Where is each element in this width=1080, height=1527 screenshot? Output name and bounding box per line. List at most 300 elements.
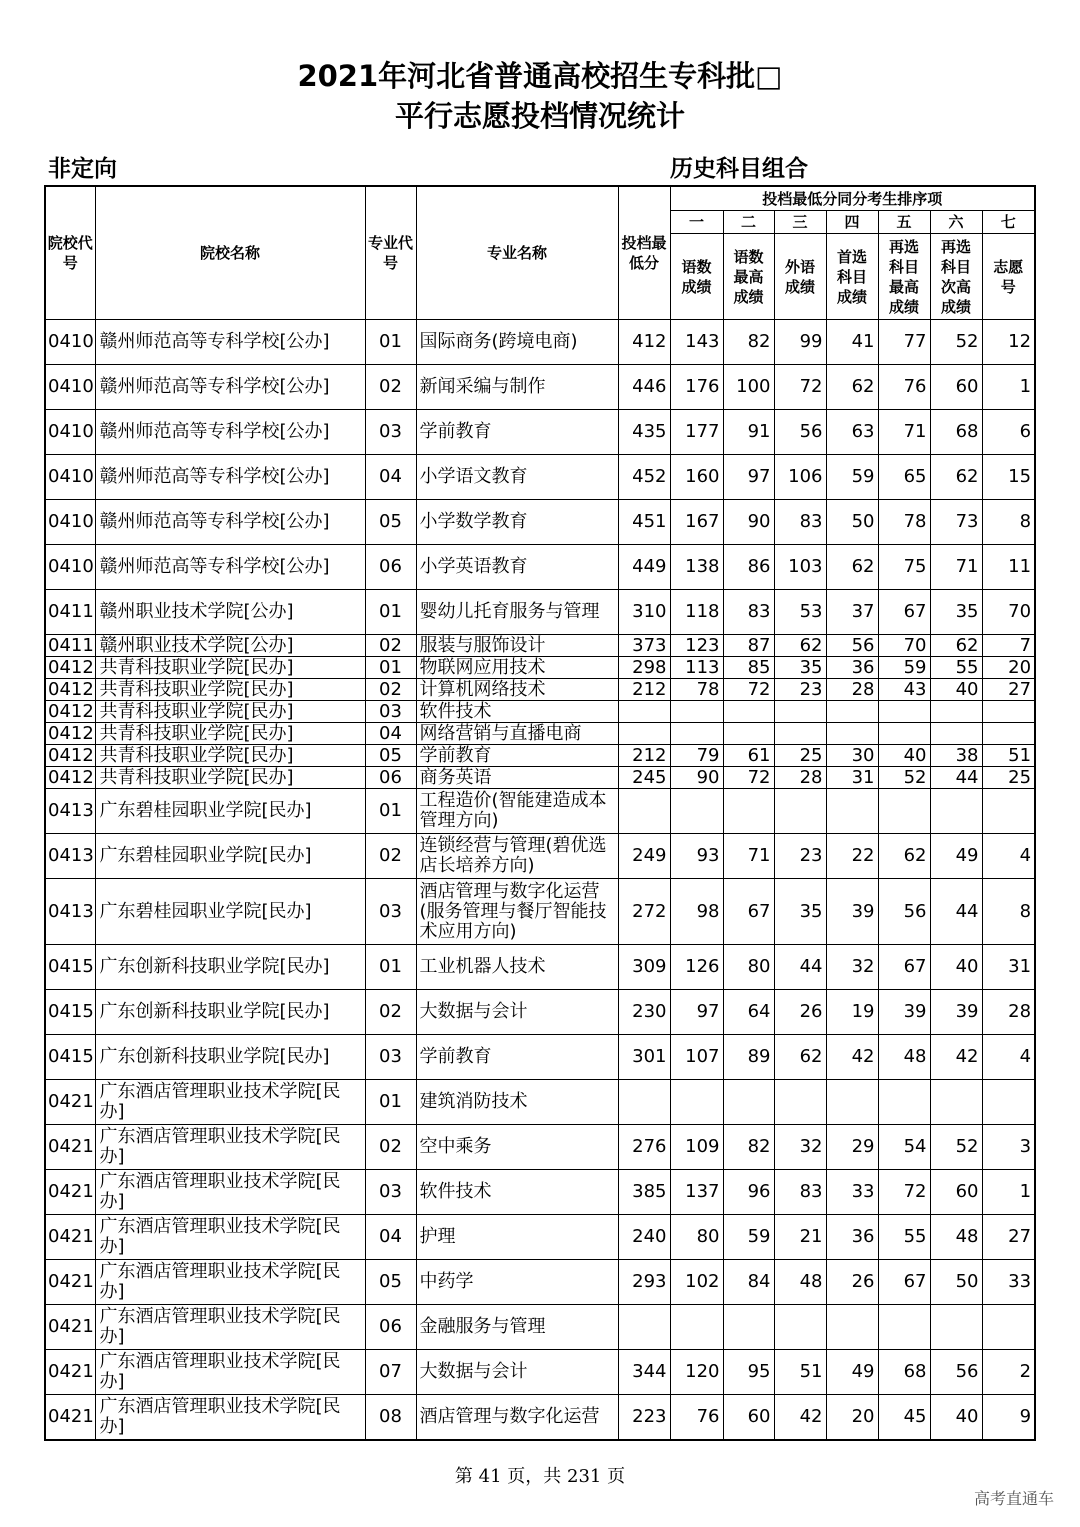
rank-number-3: 三: [774, 211, 826, 234]
rank-label-7: 志愿号: [982, 234, 1035, 320]
cell-school-name: 广东酒店管理职业技术学院[民办]: [95, 1350, 365, 1395]
cell-score-4: [826, 1080, 878, 1125]
cell-score-5: 65: [878, 455, 930, 500]
cell-score-4: 37: [826, 590, 878, 635]
table-row: [45, 701, 1035, 723]
cell-major-code: 06: [365, 545, 416, 590]
cell-score-1: [670, 789, 723, 834]
cell-score-1: 120: [670, 1350, 723, 1395]
cell-min-score: [618, 723, 670, 745]
cell-major-name: 婴幼儿托育服务与管理: [416, 590, 618, 635]
cell-score-5: 43: [878, 679, 930, 701]
cell-score-3: 35: [774, 657, 826, 679]
cell-score-7: [982, 1080, 1035, 1125]
cell-score-7: 25: [982, 767, 1035, 789]
cell-score-3: [774, 1305, 826, 1350]
cell-score-3: 99: [774, 320, 826, 365]
cell-major-name: 工业机器人技术: [416, 945, 618, 990]
table-row: [45, 320, 1035, 365]
cell-score-2: 72: [723, 679, 774, 701]
cell-score-3: 42: [774, 1395, 826, 1441]
cell-score-4: 20: [826, 1395, 878, 1441]
cell-score-5: 67: [878, 1260, 930, 1305]
cell-score-1: 177: [670, 410, 723, 455]
cell-score-1: 102: [670, 1260, 723, 1305]
cell-school-code: 0411: [45, 590, 95, 635]
cell-major-name: 大数据与会计: [416, 1350, 618, 1395]
cell-major-name: 学前教育: [416, 410, 618, 455]
cell-score-5: 56: [878, 879, 930, 945]
cell-score-4: 36: [826, 657, 878, 679]
category-label: 非定向: [48, 156, 117, 182]
cell-score-5: 75: [878, 545, 930, 590]
cell-school-name: 广东酒店管理职业技术学院[民办]: [95, 1395, 365, 1441]
cell-score-5: 68: [878, 1350, 930, 1395]
cell-score-1: 138: [670, 545, 723, 590]
cell-score-4: 22: [826, 834, 878, 879]
cell-school-name: 广东酒店管理职业技术学院[民办]: [95, 1260, 365, 1305]
cell-min-score: 245: [618, 767, 670, 789]
cell-score-6: 40: [930, 945, 982, 990]
cell-score-2: [723, 1305, 774, 1350]
cell-score-4: [826, 701, 878, 723]
cell-school-name: 广东创新科技职业学院[民办]: [95, 945, 365, 990]
cell-school-name: 赣州师范高等专科学校[公办]: [95, 455, 365, 500]
cell-min-score: 298: [618, 657, 670, 679]
cell-score-7: 6: [982, 410, 1035, 455]
cell-score-7: 70: [982, 590, 1035, 635]
table-row: [45, 410, 1035, 455]
cell-score-5: 59: [878, 657, 930, 679]
cell-major-name: 空中乘务: [416, 1125, 618, 1170]
cell-score-1: 97: [670, 990, 723, 1035]
cell-score-4: 28: [826, 679, 878, 701]
cell-school-name: 广东酒店管理职业技术学院[民办]: [95, 1215, 365, 1260]
cell-major-code: 02: [365, 1125, 416, 1170]
cell-score-1: 143: [670, 320, 723, 365]
cell-score-7: [982, 1305, 1035, 1350]
cell-score-5: 67: [878, 590, 930, 635]
cell-score-6: [930, 723, 982, 745]
cell-score-5: 76: [878, 365, 930, 410]
cell-score-2: [723, 723, 774, 745]
cell-score-1: 167: [670, 500, 723, 545]
table-row: [45, 590, 1035, 635]
cell-score-6: 44: [930, 767, 982, 789]
cell-major-code: 05: [365, 500, 416, 545]
cell-score-1: 93: [670, 834, 723, 879]
cell-score-2: 90: [723, 500, 774, 545]
cell-score-4: [826, 789, 878, 834]
cell-score-7: [982, 701, 1035, 723]
cell-score-4: 39: [826, 879, 878, 945]
cell-score-3: [774, 1080, 826, 1125]
cell-score-7: 27: [982, 1215, 1035, 1260]
cell-school-name: 赣州师范高等专科学校[公办]: [95, 320, 365, 365]
table-row: [45, 679, 1035, 701]
cell-major-code: 05: [365, 745, 416, 767]
cell-score-6: 60: [930, 365, 982, 410]
cell-score-1: 80: [670, 1215, 723, 1260]
cell-score-3: 48: [774, 1260, 826, 1305]
cell-score-5: 62: [878, 834, 930, 879]
cell-school-code: 0412: [45, 657, 95, 679]
cell-major-name: 建筑消防技术: [416, 1080, 618, 1125]
table-body: [45, 320, 1035, 1441]
cell-score-5: [878, 701, 930, 723]
table-row: [45, 789, 1035, 834]
cell-score-1: 137: [670, 1170, 723, 1215]
cell-major-code: 01: [365, 320, 416, 365]
cell-score-2: 91: [723, 410, 774, 455]
cell-score-1: [670, 1080, 723, 1125]
cell-score-7: 20: [982, 657, 1035, 679]
table-row: [45, 1125, 1035, 1170]
table-row: [45, 723, 1035, 745]
cell-school-name: 赣州师范高等专科学校[公办]: [95, 365, 365, 410]
cell-score-7: 8: [982, 500, 1035, 545]
table-row: [45, 1260, 1035, 1305]
cell-score-2: 97: [723, 455, 774, 500]
cell-score-4: 33: [826, 1170, 878, 1215]
cell-school-code: 0421: [45, 1395, 95, 1441]
cell-score-6: 68: [930, 410, 982, 455]
subject-group-label: 历史科目组合: [670, 156, 808, 182]
cell-score-6: 56: [930, 1350, 982, 1395]
cell-score-1: 123: [670, 635, 723, 657]
table-row: [45, 1035, 1035, 1080]
cell-score-4: 49: [826, 1350, 878, 1395]
cell-score-2: [723, 789, 774, 834]
cell-score-5: [878, 1080, 930, 1125]
cell-school-name: 广东碧桂园职业学院[民办]: [95, 789, 365, 834]
cell-score-2: 89: [723, 1035, 774, 1080]
cell-school-code: 0413: [45, 879, 95, 945]
cell-score-2: 83: [723, 590, 774, 635]
cell-score-4: [826, 723, 878, 745]
cell-score-3: 21: [774, 1215, 826, 1260]
cell-score-7: 27: [982, 679, 1035, 701]
cell-school-name: 共青科技职业学院[民办]: [95, 723, 365, 745]
cell-score-2: 71: [723, 834, 774, 879]
cell-min-score: [618, 1080, 670, 1125]
cell-score-5: 71: [878, 410, 930, 455]
cell-score-1: 78: [670, 679, 723, 701]
cell-major-code: 01: [365, 590, 416, 635]
table-row: [45, 945, 1035, 990]
cell-major-code: 06: [365, 1305, 416, 1350]
cell-score-2: 85: [723, 657, 774, 679]
cell-score-7: 1: [982, 365, 1035, 410]
table-row: [45, 365, 1035, 410]
rank-label-1: 语数成绩: [670, 234, 723, 320]
cell-min-score: [618, 701, 670, 723]
table-row: [45, 1395, 1035, 1441]
cell-score-3: 25: [774, 745, 826, 767]
header-min-score: 投档最低分: [618, 186, 670, 320]
cell-score-6: 62: [930, 635, 982, 657]
cell-score-6: 49: [930, 834, 982, 879]
cell-school-code: 0412: [45, 767, 95, 789]
header-school-code: 院校代号: [45, 186, 95, 320]
cell-major-code: 06: [365, 767, 416, 789]
cell-score-5: 72: [878, 1170, 930, 1215]
cell-school-code: 0415: [45, 990, 95, 1035]
cell-major-code: 02: [365, 834, 416, 879]
cell-major-code: 03: [365, 1170, 416, 1215]
cell-score-6: [930, 1080, 982, 1125]
cell-min-score: 272: [618, 879, 670, 945]
table-row: [45, 1305, 1035, 1350]
cell-school-code: 0413: [45, 789, 95, 834]
cell-score-4: 19: [826, 990, 878, 1035]
page-title-line1: 2021年河北省普通高校招生专科批□: [297, 59, 783, 93]
cell-score-6: 40: [930, 1395, 982, 1441]
cell-min-score: 223: [618, 1395, 670, 1441]
cell-score-7: 1: [982, 1170, 1035, 1215]
cell-score-7: 33: [982, 1260, 1035, 1305]
cell-school-code: 0410: [45, 320, 95, 365]
cell-min-score: 452: [618, 455, 670, 500]
cell-major-name: 连锁经营与管理(碧优选店长培养方向): [416, 834, 618, 879]
table-row: [45, 545, 1035, 590]
cell-score-2: 82: [723, 320, 774, 365]
cell-score-1: 90: [670, 767, 723, 789]
cell-score-7: [982, 723, 1035, 745]
cell-score-7: [982, 789, 1035, 834]
cell-min-score: 344: [618, 1350, 670, 1395]
cell-major-name: 服装与服饰设计: [416, 635, 618, 657]
cell-major-name: 计算机网络技术: [416, 679, 618, 701]
cell-score-4: 50: [826, 500, 878, 545]
cell-score-5: 67: [878, 945, 930, 990]
cell-score-1: 79: [670, 745, 723, 767]
cell-school-code: 0421: [45, 1125, 95, 1170]
cell-school-name: 广东碧桂园职业学院[民办]: [95, 879, 365, 945]
cell-school-name: 广东创新科技职业学院[民办]: [95, 1035, 365, 1080]
cell-score-6: 48: [930, 1215, 982, 1260]
cell-major-code: 01: [365, 657, 416, 679]
cell-min-score: 293: [618, 1260, 670, 1305]
rank-label-4: 首选科目成绩: [826, 234, 878, 320]
cell-score-3: 62: [774, 1035, 826, 1080]
cell-score-1: 76: [670, 1395, 723, 1441]
table-row: [45, 455, 1035, 500]
cell-school-name: 广东碧桂园职业学院[民办]: [95, 834, 365, 879]
cell-score-6: [930, 789, 982, 834]
cell-score-3: 26: [774, 990, 826, 1035]
cell-major-code: 03: [365, 1035, 416, 1080]
cell-score-6: 62: [930, 455, 982, 500]
cell-score-3: 23: [774, 679, 826, 701]
cell-major-name: 护理: [416, 1215, 618, 1260]
cell-school-code: 0415: [45, 1035, 95, 1080]
cell-score-7: 28: [982, 990, 1035, 1035]
cell-school-name: 赣州师范高等专科学校[公办]: [95, 410, 365, 455]
rank-number-5: 五: [878, 211, 930, 234]
cell-score-1: 109: [670, 1125, 723, 1170]
cell-score-2: 64: [723, 990, 774, 1035]
cell-score-7: 8: [982, 879, 1035, 945]
cell-min-score: 310: [618, 590, 670, 635]
cell-score-5: 54: [878, 1125, 930, 1170]
cell-score-3: 44: [774, 945, 826, 990]
cell-score-2: [723, 1080, 774, 1125]
table-row: [45, 635, 1035, 657]
cell-school-name: 广东酒店管理职业技术学院[民办]: [95, 1305, 365, 1350]
cell-score-1: 160: [670, 455, 723, 500]
cell-score-5: 52: [878, 767, 930, 789]
cell-score-6: 55: [930, 657, 982, 679]
cell-school-name: 广东酒店管理职业技术学院[民办]: [95, 1170, 365, 1215]
cell-major-name: 网络营销与直播电商: [416, 723, 618, 745]
cell-score-4: 31: [826, 767, 878, 789]
table-row: [45, 1350, 1035, 1395]
cell-score-7: 4: [982, 1035, 1035, 1080]
cell-school-code: 0421: [45, 1215, 95, 1260]
cell-min-score: 449: [618, 545, 670, 590]
cell-score-2: 60: [723, 1395, 774, 1441]
cell-school-name: 广东创新科技职业学院[民办]: [95, 990, 365, 1035]
rank-number-4: 四: [826, 211, 878, 234]
cell-score-3: 56: [774, 410, 826, 455]
cell-school-name: 共青科技职业学院[民办]: [95, 657, 365, 679]
cell-score-2: 67: [723, 879, 774, 945]
cell-major-name: 新闻采编与制作: [416, 365, 618, 410]
cell-min-score: 385: [618, 1170, 670, 1215]
cell-score-3: 83: [774, 500, 826, 545]
cell-score-3: 103: [774, 545, 826, 590]
cell-school-name: 共青科技职业学院[民办]: [95, 679, 365, 701]
cell-min-score: 412: [618, 320, 670, 365]
cell-min-score: 301: [618, 1035, 670, 1080]
cell-school-code: 0410: [45, 500, 95, 545]
cell-school-code: 0412: [45, 745, 95, 767]
cell-score-1: 126: [670, 945, 723, 990]
cell-score-4: 59: [826, 455, 878, 500]
cell-major-name: 商务英语: [416, 767, 618, 789]
cell-major-code: 04: [365, 1215, 416, 1260]
cell-school-code: 0410: [45, 365, 95, 410]
cell-score-3: 28: [774, 767, 826, 789]
cell-score-4: 42: [826, 1035, 878, 1080]
cell-score-4: 62: [826, 545, 878, 590]
rank-number-1: 一: [670, 211, 723, 234]
cell-major-code: 08: [365, 1395, 416, 1441]
cell-score-2: 72: [723, 767, 774, 789]
cell-score-2: 80: [723, 945, 774, 990]
cell-score-7: 15: [982, 455, 1035, 500]
cell-major-name: 工程造价(智能建造成本管理方向): [416, 789, 618, 834]
cell-school-name: 广东酒店管理职业技术学院[民办]: [95, 1080, 365, 1125]
cell-score-5: 48: [878, 1035, 930, 1080]
cell-score-7: 4: [982, 834, 1035, 879]
cell-score-2: [723, 701, 774, 723]
cell-major-code: 07: [365, 1350, 416, 1395]
cell-score-6: 38: [930, 745, 982, 767]
cell-min-score: 230: [618, 990, 670, 1035]
header-rank-group: 投档最低分同分考生排序项: [670, 186, 1035, 211]
cell-score-2: 61: [723, 745, 774, 767]
cell-major-name: 酒店管理与数字化运营(服务管理与餐厅智能技术应用方向): [416, 879, 618, 945]
cell-school-name: 共青科技职业学院[民办]: [95, 767, 365, 789]
cell-min-score: [618, 1305, 670, 1350]
cell-major-name: 国际商务(跨境电商): [416, 320, 618, 365]
cell-min-score: 249: [618, 834, 670, 879]
table-row: [45, 1080, 1035, 1125]
header-major-name: 专业名称: [416, 186, 618, 320]
admission-table: [44, 185, 1036, 1441]
cell-score-7: 7: [982, 635, 1035, 657]
cell-score-6: 73: [930, 500, 982, 545]
rank-number-6: 六: [930, 211, 982, 234]
cell-score-5: [878, 789, 930, 834]
cell-score-3: 106: [774, 455, 826, 500]
cell-score-6: 39: [930, 990, 982, 1035]
cell-major-name: 小学数学教育: [416, 500, 618, 545]
cell-score-4: 30: [826, 745, 878, 767]
cell-major-code: 01: [365, 1080, 416, 1125]
cell-score-2: 96: [723, 1170, 774, 1215]
cell-min-score: 212: [618, 679, 670, 701]
page-title-line2: 平行志愿投档情况统计: [394, 99, 685, 133]
cell-major-code: 03: [365, 701, 416, 723]
cell-score-5: 45: [878, 1395, 930, 1441]
cell-min-score: 446: [618, 365, 670, 410]
cell-school-code: 0421: [45, 1080, 95, 1125]
cell-major-code: 01: [365, 945, 416, 990]
cell-score-7: 12: [982, 320, 1035, 365]
table-row: [45, 1215, 1035, 1260]
cell-score-4: 36: [826, 1215, 878, 1260]
cell-school-code: 0410: [45, 455, 95, 500]
cell-min-score: [618, 789, 670, 834]
cell-score-4: 29: [826, 1125, 878, 1170]
cell-score-3: [774, 789, 826, 834]
rank-label-5: 再选科目最高成绩: [878, 234, 930, 320]
cell-school-name: 赣州师范高等专科学校[公办]: [95, 500, 365, 545]
cell-score-2: 95: [723, 1350, 774, 1395]
cell-school-name: 共青科技职业学院[民办]: [95, 745, 365, 767]
table-row: [45, 879, 1035, 945]
cell-score-3: [774, 723, 826, 745]
cell-major-name: 中药学: [416, 1260, 618, 1305]
cell-score-1: 176: [670, 365, 723, 410]
cell-school-name: 共青科技职业学院[民办]: [95, 701, 365, 723]
cell-score-5: [878, 1305, 930, 1350]
cell-score-3: 72: [774, 365, 826, 410]
cell-score-7: 2: [982, 1350, 1035, 1395]
cell-school-code: 0421: [45, 1350, 95, 1395]
cell-major-code: 02: [365, 990, 416, 1035]
header-school-name: 院校名称: [95, 186, 365, 320]
cell-score-6: 52: [930, 1125, 982, 1170]
cell-score-2: 84: [723, 1260, 774, 1305]
table-row: [45, 990, 1035, 1035]
table-row: [45, 745, 1035, 767]
cell-score-6: 35: [930, 590, 982, 635]
rank-number-2: 二: [723, 211, 774, 234]
cell-score-6: 44: [930, 879, 982, 945]
rank-number-7: 七: [982, 211, 1035, 234]
cell-min-score: 240: [618, 1215, 670, 1260]
cell-school-code: 0410: [45, 545, 95, 590]
cell-score-7: 9: [982, 1395, 1035, 1441]
cell-score-5: 78: [878, 500, 930, 545]
cell-major-code: 01: [365, 789, 416, 834]
cell-score-3: [774, 701, 826, 723]
cell-school-code: 0421: [45, 1260, 95, 1305]
